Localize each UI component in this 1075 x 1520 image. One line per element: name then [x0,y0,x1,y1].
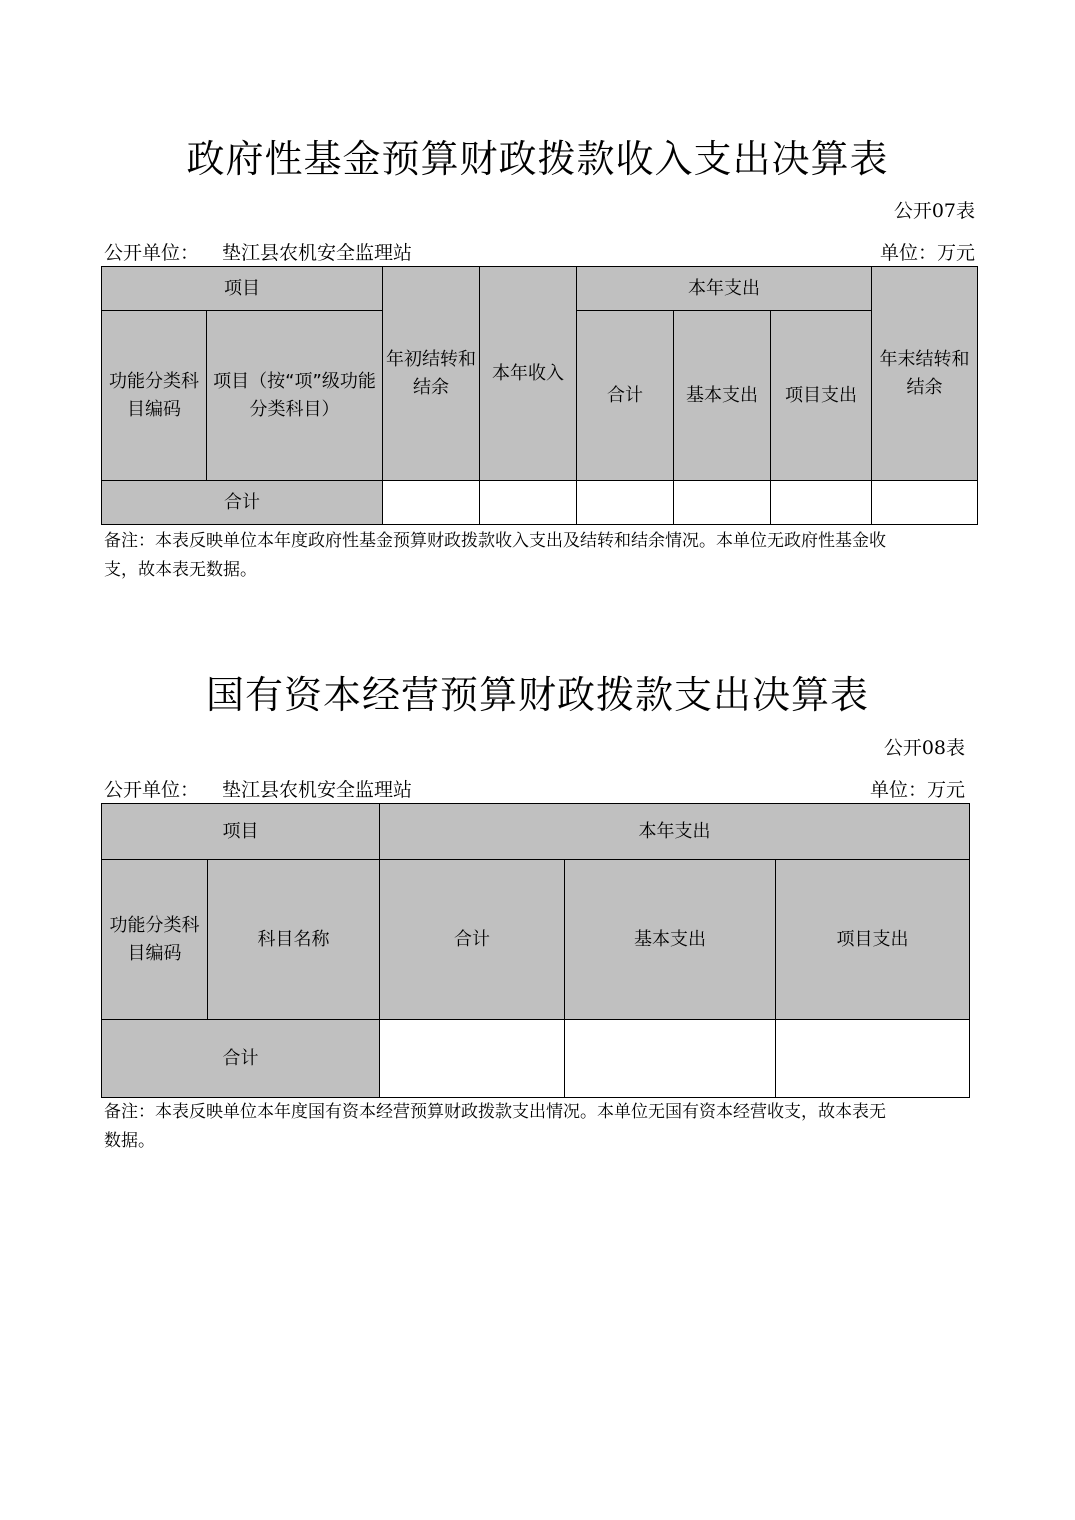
table1-note-line1: 备注：本表反映单位本年度政府性基金预算财政拨款收入支出及结转和结余情况。本单位无政府性基金收 [104,531,886,551]
table2 [101,803,970,1098]
header-basic: 基本支出 [565,860,776,1020]
table1-unit-name: 垫江县农机安全监理站 [222,242,413,264]
table2-number: 公开08表 [883,737,965,759]
total-expense-total-cell [380,1020,565,1098]
table2-currency: 单位：万元 [869,779,965,801]
header-begin-balance: 年初结转和结余 [383,267,480,481]
header-total: 合计 [380,860,565,1020]
table2-note-line1: 备注：本表反映单位本年度国有资本经营预算财政拨款支出情况。本单位无国有资本经营收支，故本表无 [104,1102,886,1122]
total-project-cell [776,1020,970,1098]
table2-note-line2: 数据。 [104,1131,155,1151]
header-total: 合计 [577,311,674,481]
header-name: 项目（按“项”级功能分类科目） [207,311,383,481]
table1-title: 政府性基金预算财政拨款收入支出决算表 [186,137,889,181]
table1-number: 公开07表 [893,200,975,222]
table1 [101,266,978,525]
table1-note-line2: 支，故本表无数据。 [104,560,257,580]
header-expense: 本年支出 [380,804,970,860]
header-basic: 基本支出 [674,311,771,481]
header-expense: 本年支出 [577,267,872,311]
total-income-cell [480,481,577,525]
table1-currency: 单位：万元 [879,242,975,264]
total-row-label: 合计 [102,481,383,525]
table2-unit-label: 公开单位： [104,779,200,801]
total-project-cell [771,481,872,525]
table1-unit-label: 公开单位： [104,242,200,264]
header-project: 项目支出 [771,311,872,481]
table2-title: 国有资本经营预算财政拨款支出决算表 [205,673,869,717]
header-code: 功能分类科目编码 [102,860,208,1020]
header-item: 项目 [102,267,383,311]
header-end-balance: 年末结转和结余 [872,267,978,481]
table2-unit-name: 垫江县农机安全监理站 [222,779,413,801]
total-row-label: 合计 [102,1020,380,1098]
header-income: 本年收入 [480,267,577,481]
total-end-balance-cell [872,481,978,525]
header-code: 功能分类科目编码 [102,311,207,481]
header-project: 项目支出 [776,860,970,1020]
total-basic-cell [565,1020,776,1098]
header-name: 科目名称 [208,860,380,1020]
total-basic-cell [674,481,771,525]
total-begin-balance-cell [383,481,480,525]
total-expense-total-cell [577,481,674,525]
header-item: 项目 [102,804,380,860]
